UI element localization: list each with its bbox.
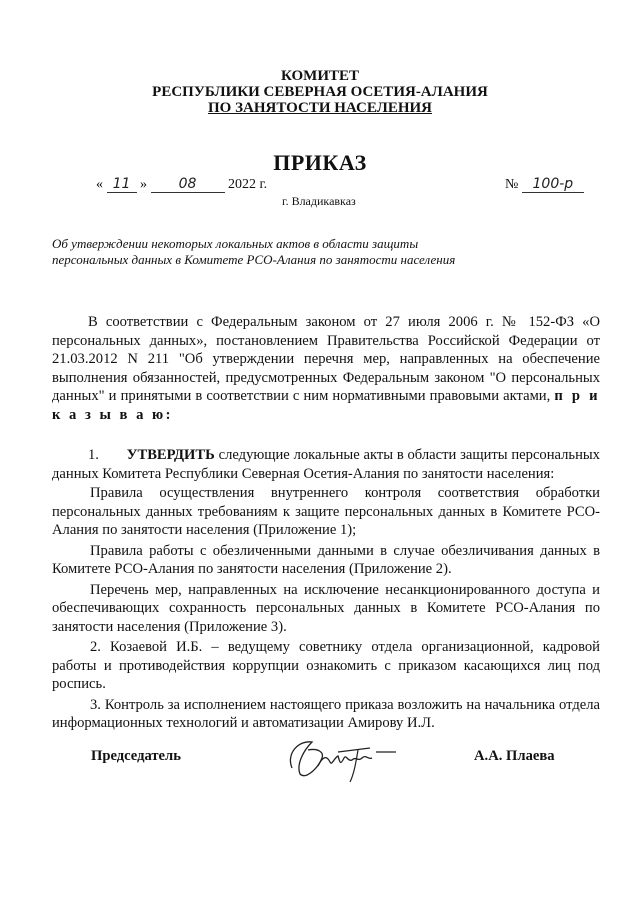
order-number [505, 176, 584, 193]
item-1-number: 1. [88, 447, 99, 463]
preamble [52, 313, 600, 424]
city: г. Владикавказ [282, 194, 356, 208]
date-year: 2022 г. [228, 177, 268, 192]
document-title: ПРИКАЗ [273, 150, 367, 175]
order-verb: п р и к а з ы в а ю: [52, 388, 601, 423]
date-open-quote: « [96, 177, 103, 192]
order-date [96, 176, 267, 193]
act-3: Перечень мер, направленных на исключение несанкционированного доступа и обеспечивающих сохранность персональных данных в Комитете РСО-Алания по занятости населения (Приложение 3). [52, 581, 600, 635]
handwritten-signature [278, 728, 408, 788]
signatory-position: Председатель [91, 748, 181, 764]
act-2: Правила работы с обезличенными данными в случае обезличивания данных в Комитете РСО-Алания по занятости населения (Приложение 2). [52, 542, 600, 577]
date-day: 11 [107, 176, 137, 193]
org-name-line3: ПО ЗАНЯТОСТИ НАСЕЛЕНИЯ [208, 100, 432, 116]
item-1-text: следующие локальные акты в области защиты персональных данных Комитета Республики Северная Осетия-Алания по занятости населения: [52, 447, 600, 482]
order-body [52, 313, 600, 733]
item-1 [52, 446, 600, 483]
item-1-verb: УТВЕРДИТЬ [126, 447, 215, 463]
org-name-line1: КОМИТЕТ [280, 68, 359, 84]
act-1: Правила осуществления внутреннего контроля соответствия обработки персональных данных требованиям к защите персональных данных в Комитете РСО-Алания по занятости населения (Приложение 1); [52, 485, 600, 538]
number-value: 100-р [522, 176, 584, 193]
preamble-text: В соответствии с Федеральным законом от 27 июля 2006 г. № 152-ФЗ «О персональных данных», постановлением Правительства Российской Федерации от 21.03.2012 N 211 "Об утверждении перечня мер, направленных на обеспечение выполнения обязанностей, предусмотренных Федеральным законом "О персональных данных" и принятыми в соответствии с ним нормативными правовыми актами, [52, 314, 600, 404]
number-prefix: № [505, 177, 519, 192]
org-name-line2: РЕСПУБЛИКИ СЕВЕРНАЯ ОСЕТИЯ-АЛАНИЯ [152, 84, 488, 100]
date-month: 08 [151, 176, 225, 193]
order-subject: Об утверждении некоторых локальных актов в области защиты персональных данных в Комитете РСО-Алания по занятости населения [52, 236, 456, 267]
date-close-quote: » [140, 177, 147, 192]
item-2: 2. Козаевой И.Б. – ведущему советнику отдела организационной, кадровой работы и противодействия коррупции ознакомить с приказом касающихся лиц под роспись. [52, 639, 600, 692]
signatory-name: А.А. Плаева [474, 748, 555, 764]
item-3: 3. Контроль за исполнением настоящего приказа возложить на начальника отдела информационных технологий и автоматизации Амирову И.Л. [52, 696, 600, 731]
